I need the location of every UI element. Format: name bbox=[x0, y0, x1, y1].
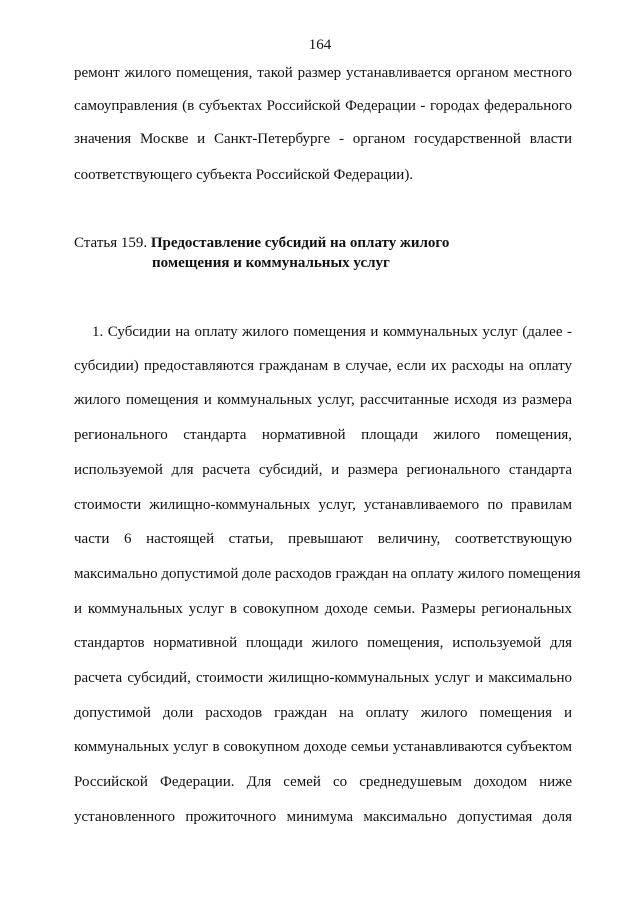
article-title-line-1: Предоставление субсидий на оплату жилого bbox=[150, 235, 450, 251]
body-line-3: жилого помещения и коммунальных услуг, рассчитанные исходя из размера bbox=[74, 392, 572, 408]
article-title-line-2: помещения и коммунальных услуг bbox=[152, 255, 390, 271]
body-line-4: регионального стандарта нормативной площади жилого помещения, bbox=[74, 427, 572, 443]
body-line-7: части 6 настоящей статьи, превышают величину, соответствующую bbox=[74, 531, 572, 547]
page-number: 164 bbox=[308, 37, 332, 53]
body-line-9: и коммунальных услуг в совокупном доходе семьи. Размеры региональных bbox=[74, 601, 572, 617]
body-line-8: максимально допустимой доле расходов граждан на оплату жилого помещения bbox=[74, 566, 581, 582]
body-line-14: Российской Федерации. Для семей со среднедушевым доходом ниже bbox=[74, 774, 572, 790]
intro-line-4: соответствующего субъекта Российской Федерации). bbox=[74, 167, 414, 183]
intro-line-2: самоуправления (в субъектах Российской Федерации - городах федерального bbox=[74, 98, 572, 114]
body-line-2: субсидии) предоставляются гражданам в случае, если их расходы на оплату bbox=[74, 358, 572, 374]
article-heading-line-2 bbox=[152, 254, 390, 272]
body-line-11: расчета субсидий, стоимости жилищно-коммунальных услуг и максимально bbox=[74, 670, 572, 686]
body-line-10: стандартов нормативной площади жилого помещения, используемой для bbox=[74, 635, 572, 651]
article-number: Статья 159. bbox=[74, 235, 148, 251]
article-heading bbox=[74, 234, 449, 252]
intro-line-3: значения Москве и Санкт-Петербурге - органом государственной власти bbox=[74, 131, 572, 147]
body-line-13: коммунальных услуг в совокупном доходе семьи устанавливаются субъектом bbox=[74, 739, 572, 755]
body-line-15: установленного прожиточного минимума максимально допустимая доля bbox=[74, 809, 572, 825]
body-line-1: 1. Субсидии на оплату жилого помещения и коммунальных услуг (далее - bbox=[92, 324, 572, 340]
body-line-12: допустимой доли расходов граждан на оплату жилого помещения и bbox=[74, 705, 572, 721]
body-line-6: стоимости жилищно-коммунальных услуг, устанавливаемого по правилам bbox=[74, 497, 572, 513]
intro-line-1: ремонт жилого помещения, такой размер устанавливается органом местного bbox=[74, 65, 572, 81]
body-line-5: используемой для расчета субсидий, и размера регионального стандарта bbox=[74, 462, 572, 478]
